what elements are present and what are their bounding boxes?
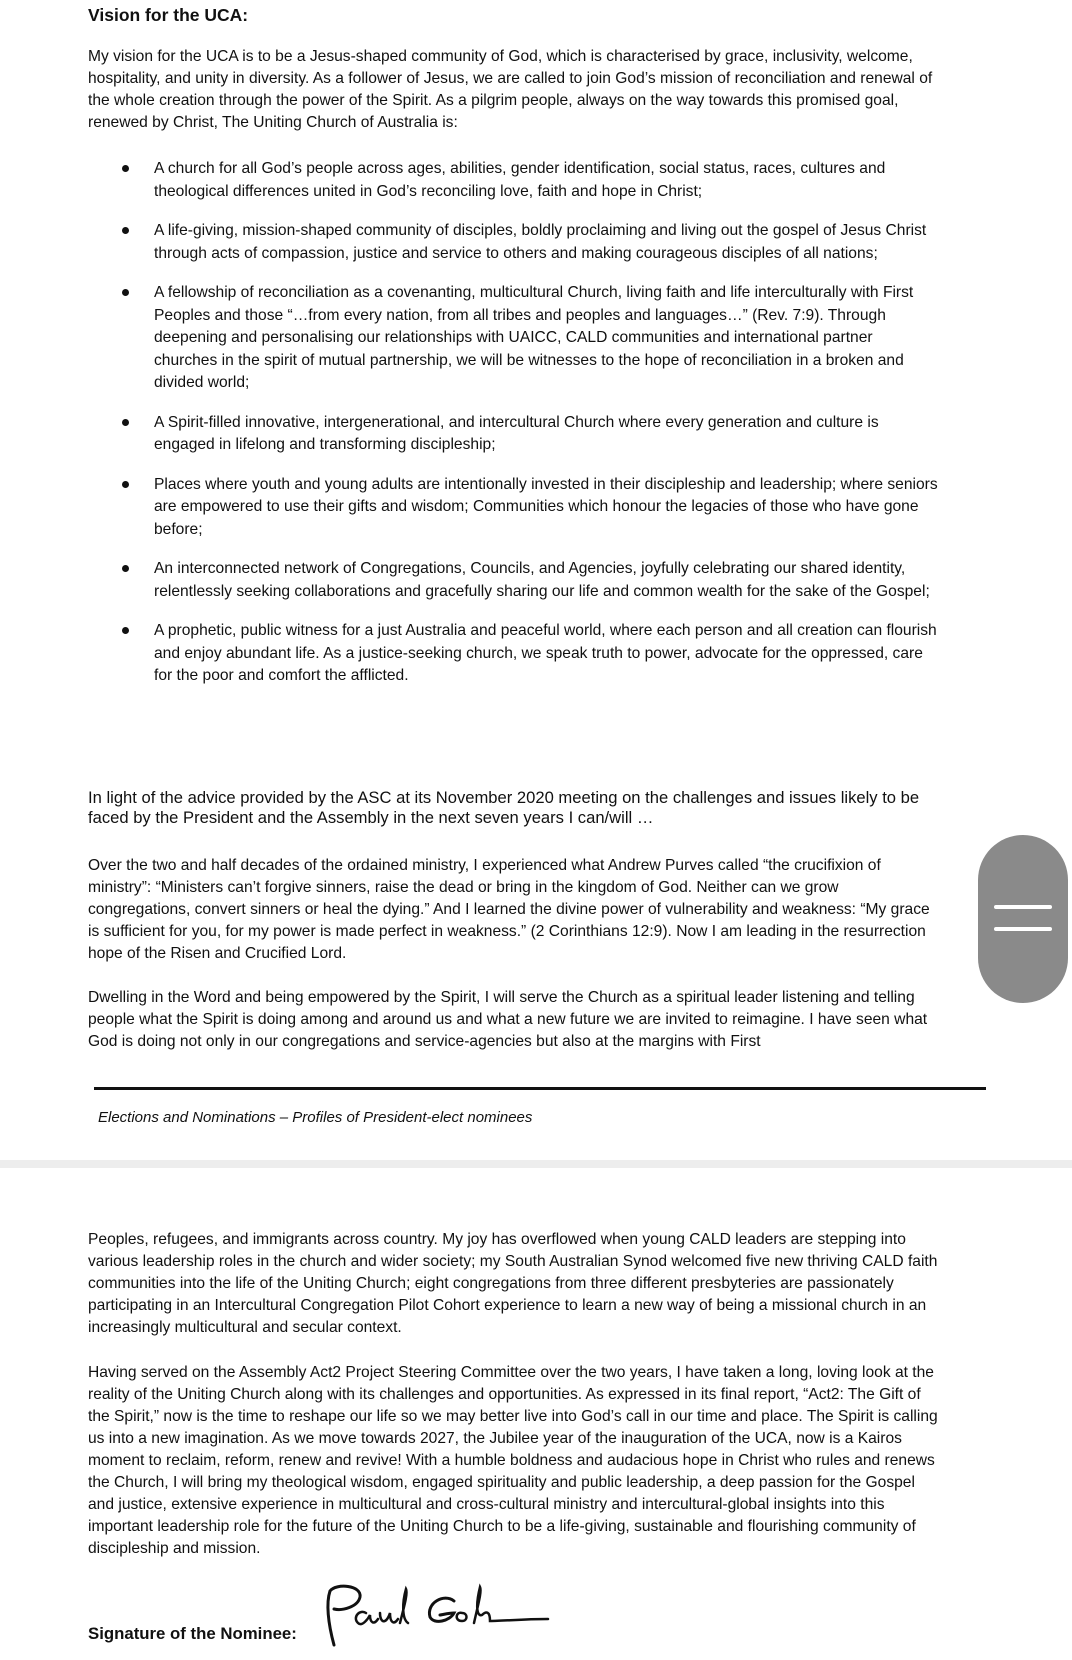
ministry-paragraph: Over the two and half decades of the ordained ministry, I experienced what Andrew Purves called “the crucifixion of ministry”: “Ministers can’t forgive sinners, raise the dead or bring in the kingdom of God. Neither can we grow congregations, convert sinners or heal the dying.” And I learned the divine power of vulnerability and weakness: “My grace is sufficient for you, for my power is made perfect in weakness.” (2 Corinthians 12:9). Now I am leading in the resurrection hope of the Risen and Crucified Lord. (88, 857, 930, 962)
bullet-icon (122, 289, 129, 296)
bullet-text: A prophetic, public witness for a just Australia and peaceful world, where each person and all creation can flourish and enjoy abundant life. As a justice-seeking church, we speak truth to power, advocate for the oppressed, care for the poor and comfort the afflicted. (154, 622, 937, 684)
bullet-icon (122, 565, 129, 572)
act2-paragraph: Having served on the Assembly Act2 Project Steering Committee over the two years, I have taken a long, loving look at the reality of the Uniting Church along with its challenges and opportunities. As expressed in its final report, “Act2: The Gift of the Spirit,” now is the time to reshape our life so we may better live into God’s call in our time and place. The Spirit is calling us into a new imagination. As we move towards 2027, the Jubilee year of the inauguration of the UCA, now is a Kairos moment to reclaim, reform, renew and revive! With a humble boldness and audacious hope in Christ who rules and renews the Church, I will bring my theological wisdom, engaged spirituality and public leadership, a deep passion for the Gospel and justice, extensive experience in multicultural and cross-cultural ministry and intercultural-global insights into this important leadership role for the future of the Uniting Church to be a life-giving, sustainable and flourishing community of discipleship and mission. (88, 1364, 938, 1557)
bullet-text: An interconnected network of Congregations, Councils, and Agencies, joyfully celebrating our shared identity, relentlessly seeking collaborations and gracefully sharing our life and common wealth for the sake of the Gospel; (154, 560, 930, 600)
signature-image (322, 1583, 552, 1653)
page-separator (0, 1160, 1072, 1168)
signature-label: Signature of the Nominee: (88, 1624, 297, 1643)
page-footer: Elections and Nominations – Profiles of President-elect nominees (98, 1109, 533, 1126)
scroll-handle[interactable] (978, 835, 1068, 1003)
dwelling-paragraph: Dwelling in the Word and being empowered by the Spirit, I will serve the Church as a spiritual leader listening and telling people what the Spirit is doing among and around us and what a new future we are invited to reimagine. I have seen what God is doing not only in our congregations and service-agencies but also at the margins with First (88, 989, 928, 1050)
bullet-icon (122, 419, 129, 426)
list-item (88, 158, 938, 203)
list-item (88, 282, 938, 395)
vision-bullet-list (88, 158, 938, 705)
bullet-icon (122, 627, 129, 634)
peoples-paragraph: Peoples, refugees, and immigrants across country. My joy has overflowed when young CALD leaders are stepping into various leadership roles in the church and wider society; my South Australian Synod welcomed five new thriving CALD faith communities into the life of the Uniting Church; eight congregations from three different presbyteries are passionately participating in an Intercultural Congregation Pilot Cohort experience to learn a new way of being a missional church in an increasingly multicultural and secular context. (88, 1231, 938, 1336)
list-item (88, 558, 938, 603)
list-item (88, 412, 938, 457)
bullet-text: A life-giving, mission-shaped community of disciples, boldly proclaiming and living out the gospel of Jesus Christ through acts of compassion, justice and service to others and making courageous disciples of all nations; (154, 222, 927, 262)
vision-intro-paragraph: My vision for the UCA is to be a Jesus-shaped community of God, which is characterised by grace, inclusivity, welcome, hospitality, and unity in diversity. As a follower of Jesus, we are called to join God’s mission of reconciliation and renewal of the whole creation through the power of the Spirit. As a pilgrim people, always on the way towards this promised goal, renewed by Christ, The Uniting Church of Australia is: (88, 48, 933, 131)
footer-divider (94, 1087, 986, 1090)
bullet-text: A church for all God’s people across ages, abilities, gender identification, social status, races, cultures and theological differences united in God’s reconciling love, faith and hope in Christ; (154, 160, 886, 200)
grip-line-icon (994, 927, 1052, 931)
grip-line-icon (994, 905, 1052, 909)
bullet-text: A fellowship of reconciliation as a covenanting, multicultural Church, living faith and life interculturally with First Peoples and those “…from every nation, from all tribes and peoples and languages…” (Rev. 7:9). Through deepening and personalising our relationships with UAICC, CALD communities and international partner churches in the spirit of mutual partnership, we will be witnesses to the hope of reconciliation in a broken and divided world; (154, 284, 914, 391)
list-item (88, 220, 938, 265)
list-item (88, 474, 938, 542)
bullet-icon (122, 165, 129, 172)
bullet-icon (122, 481, 129, 488)
advice-heading: In light of the advice provided by the ASC at its November 2020 meeting on the challenges and issues likely to be faced by the President and the Assembly in the next seven years I can/will … (88, 788, 920, 827)
list-item (88, 620, 938, 688)
vision-heading: Vision for the UCA: (88, 5, 249, 25)
bullet-icon (122, 227, 129, 234)
bullet-text: Places where youth and young adults are intentionally invested in their discipleship and leadership; where seniors are empowered to use their gifts and wisdom; Communities which honour the legacies of those who have gone before; (154, 475, 938, 538)
bullet-text: A Spirit-filled innovative, intergenerational, and intercultural Church where every generation and culture is engaged in lifelong and transforming discipleship; (154, 413, 879, 453)
